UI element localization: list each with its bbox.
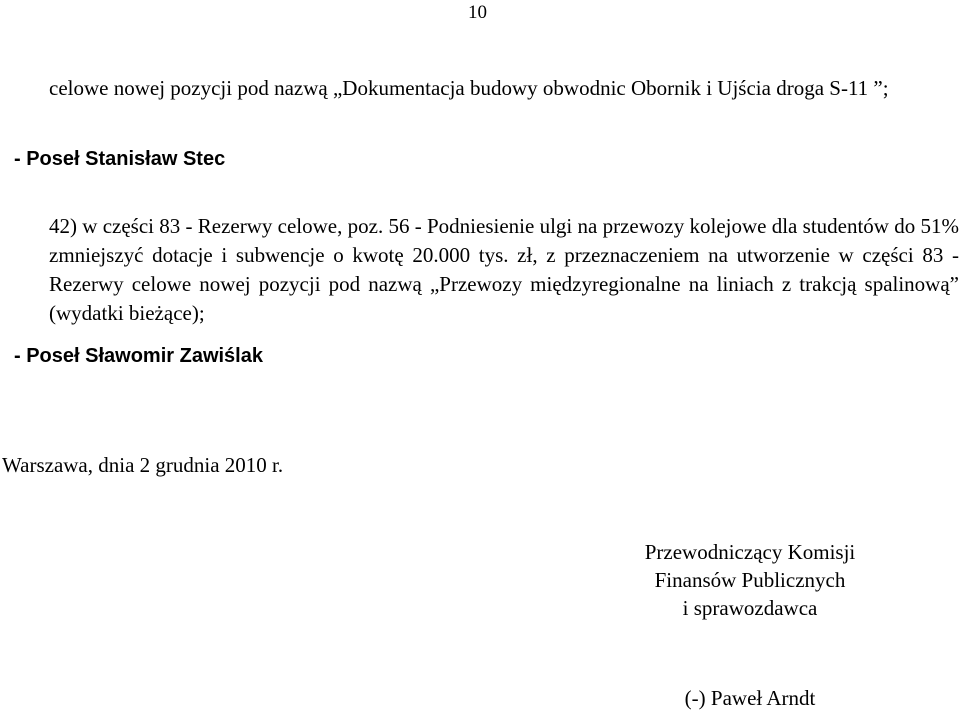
speaker-zawislak: - Poseł Sławomir Zawiślak xyxy=(14,345,263,367)
amendment-paragraph-continued: celowe nowej pozycji pod nazwą „Dokumentacja budowy obwodnic Obornik i Ujścia droga S-11 ”; xyxy=(49,76,889,100)
signature-title-block xyxy=(580,538,920,622)
signature-line-3: i sprawozdawca xyxy=(682,596,818,620)
page-number: 10 xyxy=(468,2,487,23)
signature-name: (-) Paweł Arndt xyxy=(684,686,816,710)
place-date: Warszawa, dnia 2 grudnia 2010 r. xyxy=(2,453,284,477)
amendment-paragraph-42: 42) w części 83 - Rezerwy celowe, poz. 56 - Podniesienie ulgi na przewozy kolejowe dla studentów do 51% zmniejszyć dotacje i subwencje o kwotę 20.000 tys. zł, z przeznaczeniem na utworzenie w części 83 - Rezerwy celowe nowej pozycji pod nazwą „Przewozy międzyregionalne na liniach z trakcją spalinową” (wydatki bieżące); xyxy=(49,214,959,325)
signature-line-1: Przewodniczący Komisji xyxy=(644,540,856,564)
signature-line-2: Finansów Publicznych xyxy=(654,568,846,592)
speaker-stec: - Poseł Stanisław Stec xyxy=(14,148,226,170)
